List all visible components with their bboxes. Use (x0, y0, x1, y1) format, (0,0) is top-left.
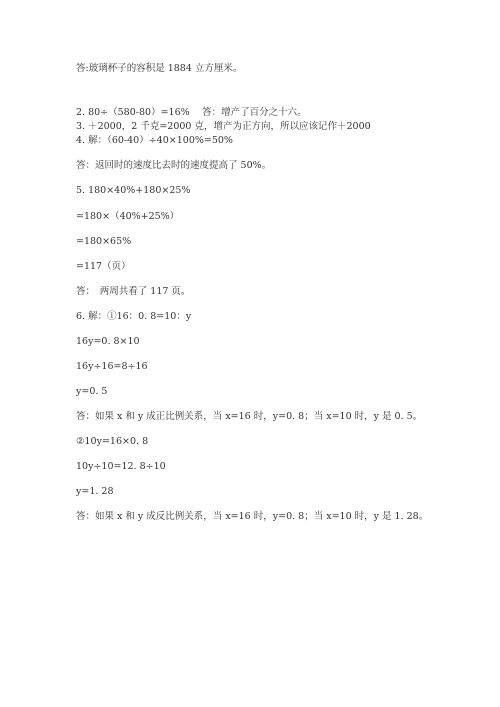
solution-line-2: 2. 80÷（580-80）=16% 答：增产了百分之十六。 (76, 107, 307, 118)
equation-line: =117（页） (76, 261, 131, 272)
solution-line-4: 4. 解：（60-40）÷40×100%=50% (76, 135, 233, 146)
answer-line-pages: 答： 两周共看了 117 页。 (76, 286, 191, 297)
equation-line: y=1. 28 (76, 486, 114, 497)
answer-line-direct-proportion: 答：如果 x 和 y 成正比例关系，当 x=16 时，y=0. 8；当 x=10 时，y 是 0. 5。 (76, 411, 423, 422)
solution-line-5: 5. 180×40%+180×25% (76, 185, 191, 196)
equation-line: 16y÷16=8÷16 (76, 361, 148, 372)
answer-line-glass-volume: 答:玻璃杯子的容积是 1884 立方厘米。 (76, 63, 243, 74)
equation-line: 10y÷10=12. 8÷10 (76, 461, 166, 472)
answer-line-inverse-proportion: 答：如果 x 和 y 成反比例关系，当 x=16 时，y=0. 8；当 x=10 时，y 是 1. 28。 (76, 511, 429, 522)
solution-line-3: 3. ＋2000，2 千克=2000 克，增产为正方向，所以应该记作＋2000 (76, 121, 371, 132)
solution-line-6: 6. 解：①16：0. 8=10：y (76, 311, 192, 322)
equation-line: 16y=0. 8×10 (76, 336, 140, 347)
equation-line: y=0. 5 (76, 386, 108, 397)
equation-line: ②10y=16×0. 8 (76, 436, 149, 447)
equation-line: =180×（40%+25%） (76, 211, 180, 222)
equation-line: =180×65% (76, 236, 132, 247)
answer-line-speed: 答：返回时的速度比去时的速度提高了 50%。 (76, 160, 272, 171)
